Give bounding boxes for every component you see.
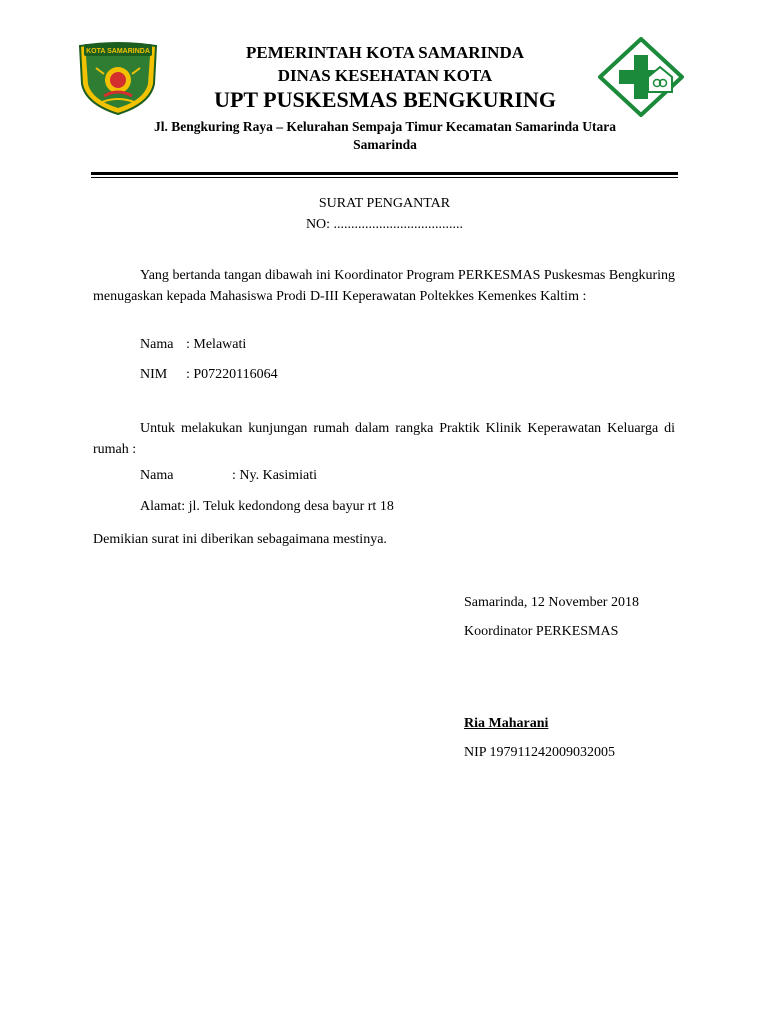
signatory-nip: NIP 197911242009032005 (464, 745, 616, 760)
patient-name-value: : Ny. Kasimiati (232, 468, 318, 483)
header-divider-thick (91, 172, 678, 175)
patient-name-label: Nama (140, 468, 174, 483)
header-department: DINAS KESEHATAN KOTA (277, 66, 493, 85)
student-nim-value: : P07220116064 (186, 367, 278, 382)
signature-role: Koordinator PERKESMAS (464, 624, 619, 639)
student-name-label: Nama (140, 337, 174, 352)
header-institution: UPT PUSKESMAS BENGKURING (214, 87, 556, 112)
institution-address (100, 118, 670, 154)
kota-samarinda-emblem-icon (74, 38, 162, 116)
address-line-2: Samarinda (353, 137, 417, 152)
letter-number: NO: ..................................... (305, 217, 464, 232)
student-nim-label: NIM (140, 367, 168, 382)
intro-paragraph: Yang bertanda tangan dibawah ini Koordinator Program PERKESMAS Puskesmas Bengkuring menugaskan kepada Mahasiswa Prodi D-III Keperawatan Poltekkes Kemenkes Kaltim : (93, 268, 675, 304)
closing-statement: Demikian surat ini diberikan sebagaimana mestinya. (93, 532, 387, 547)
puskesmas-logo-icon (596, 37, 686, 117)
address-line-1: Jl. Bengkuring Raya – Kelurahan Sempaja Timur Kecamatan Samarinda Utara (153, 119, 617, 134)
emblem-banner-text: KOTA SAMARINDA (86, 48, 150, 55)
purpose-paragraph: Untuk melakukan kunjungan rumah dalam rangka Praktik Klinik Keperawatan Keluarga di rumah : (93, 421, 675, 457)
patient-name-row (140, 468, 317, 484)
student-name-value: : Melawati (186, 337, 247, 352)
patient-address: Alamat: jl. Teluk kedondong desa bayur rt 18 (140, 499, 394, 514)
student-name-row (140, 337, 246, 353)
signature-date: Samarinda, 12 November 2018 (464, 595, 639, 610)
signatory-name: Ria Maharani (464, 716, 549, 731)
letter-title: SURAT PENGANTAR (318, 196, 451, 211)
header-government: PEMERINTAH KOTA SAMARINDA (246, 43, 524, 62)
header-divider-thin (91, 177, 678, 178)
student-nim-row (140, 367, 278, 383)
